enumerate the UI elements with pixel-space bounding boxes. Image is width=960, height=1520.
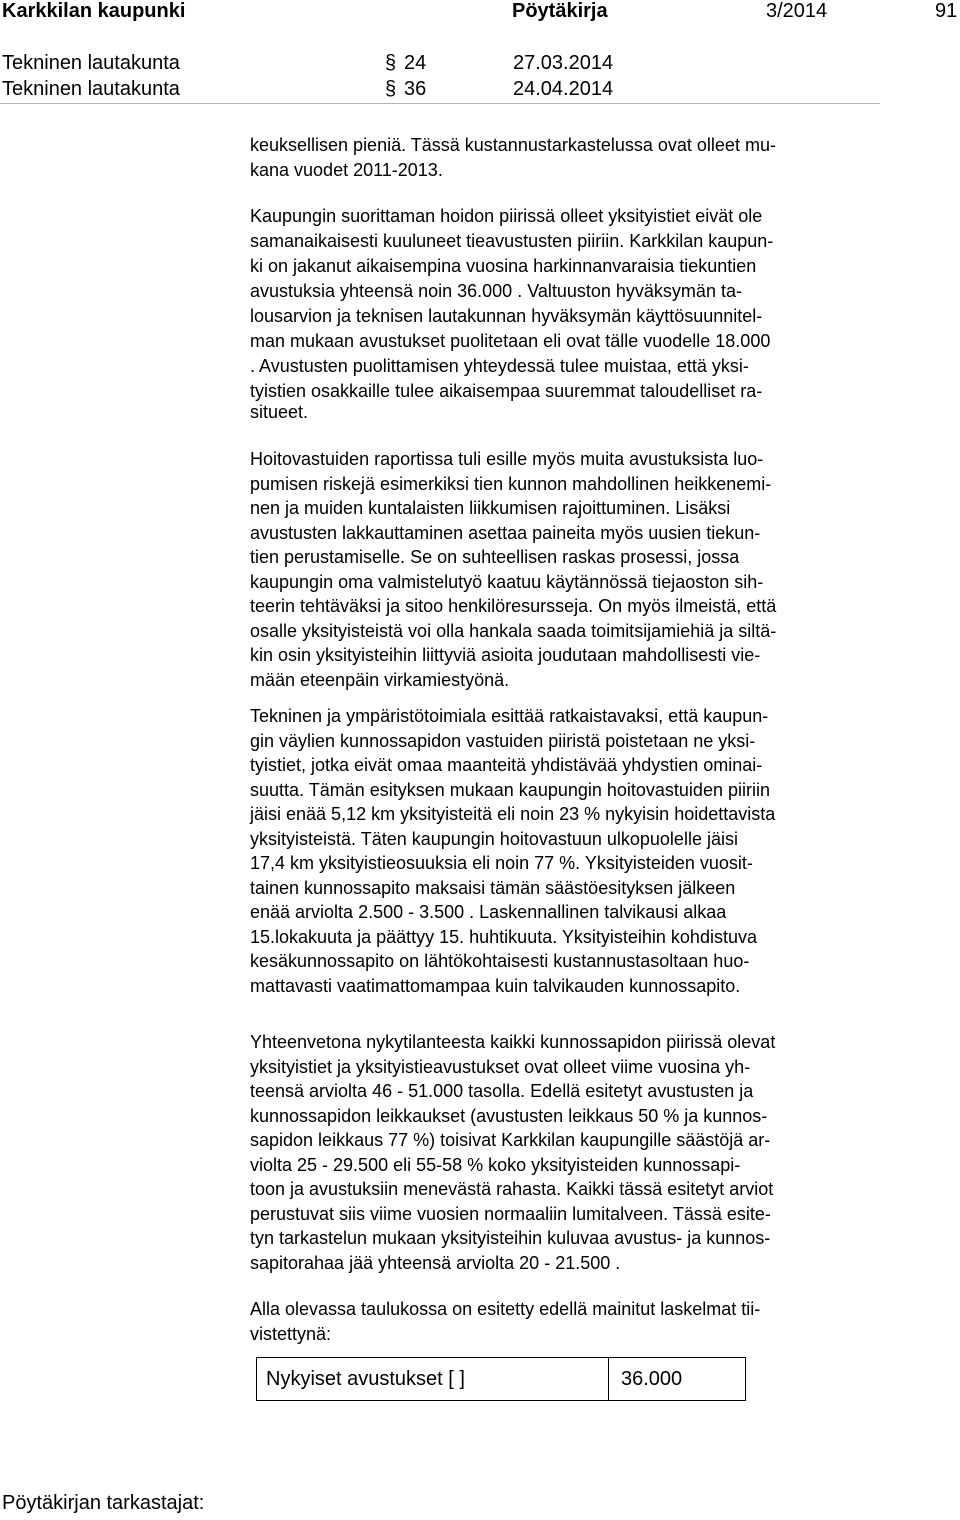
text-line: situeet. (250, 402, 309, 422)
text-line: keuksellisen pieniä. Tässä kustannustarkastelussa ovat olleet mu- (250, 135, 776, 155)
meeting-board: Tekninen lautakunta (2, 52, 180, 74)
text-line: Yhteenvetona nykytilanteesta kaikki kunnossapidon piirissä olevat (250, 1032, 776, 1052)
summary-table (256, 1357, 746, 1401)
text-line: nen ja muiden kuntalaisten liikkumisen rajoittuminen. Lisäksi (250, 498, 731, 518)
table-cell-label: Nykyiset avustukset [ ] (266, 1368, 465, 1390)
text-line: lousarvion ja teknisen lautakunnan hyväksymän käyttösuunnitel- (250, 306, 763, 326)
text-line: mattavasti vaatimattomampaa kuin talvikauden kunnossapito. (250, 976, 741, 996)
text-line: Kaupungin suorittaman hoidon piirissä olleet yksityistiet eivät ole (250, 206, 763, 226)
text-line: Tekninen ja ympäristötoimiala esittää ratkaistavaksi, että kaupun- (250, 706, 769, 726)
text-line: jäisi enää 5,12 km yksityisteitä eli noin 23 % nykyisin hoidettavista (250, 804, 776, 824)
text-line: tien perustamiselle. Se on suhteellisen raskas prosessi, jossa (250, 547, 740, 567)
document-header (0, 0, 960, 105)
meeting-section: 36 (404, 78, 427, 100)
text-line: man mukaan avustukset puolitetaan eli ovat tälle vuodelle 18.000 (250, 331, 771, 351)
text-line: enää arviolta 2.500 - 3.500 . Laskennallinen talvikausi alkaa (250, 902, 727, 922)
document-type: Pöytäkirja (512, 0, 608, 22)
reviewers-label: Pöytäkirjan tarkastajat: (2, 1492, 205, 1514)
text-line: tyistiet, jotka eivät omaa maanteitä yhdistävää yhdystien ominai- (250, 755, 763, 775)
text-line: avustuksia yhteensä noin 36.000 . Valtuuston hyväksymän ta- (250, 281, 742, 301)
text-line: teerin tehtäväksi ja sitoo henkilöresursseja. On myös ilmeistä, että (250, 596, 777, 616)
meeting-date: 27.03.2014 (513, 52, 614, 74)
text-line: violta 25 - 29.500 eli 55-58 % koko yksityisteiden kunnossapi- (250, 1155, 741, 1175)
text-line: tainen kunnossapito maksaisi tämän säästöesityksen jälkeen (250, 878, 736, 898)
text-line: teensä arviolta 46 - 51.000 tasolla. Edellä esitetyt avustusten ja (250, 1081, 754, 1101)
text-line: sapitorahaa jää yhteensä arviolta 20 - 21.500 . (250, 1253, 621, 1273)
text-line: kin osin yksityisteihin liittyviä asioita joudutaan mahdollisesti vie- (250, 645, 761, 665)
table-column-divider (608, 1358, 609, 1400)
text-line: gin väylien kunnossapidon vastuiden piiristä poistetaan ne yksi- (250, 731, 756, 751)
text-line: Hoitovastuiden raportissa tuli esille myös muita avustuksista luo- (250, 449, 764, 469)
table-cell-value: 36.000 (621, 1368, 683, 1390)
section-icon: § (385, 52, 397, 74)
text-line: . Avustusten puolittamisen yhteydessä tulee muistaa, että yksi- (250, 356, 749, 376)
city-name: Karkkilan kaupunki (2, 0, 186, 22)
text-line: kesäkunnossapito on lähtökohtaisesti kustannustasoltaan huo- (250, 951, 750, 971)
text-line: 15.lokakuuta ja päättyy 15. huhtikuuta. Yksityisteihin kohdistuva (250, 927, 757, 947)
text-line: kana vuodet 2011-2013. (250, 160, 443, 180)
meeting-board: Tekninen lautakunta (2, 78, 180, 100)
text-line: kunnossapidon leikkaukset (avustusten leikkaus 50 % ja kunnos- (250, 1106, 768, 1126)
meeting-date: 24.04.2014 (513, 78, 614, 100)
text-line: suutta. Tämän esityksen mukaan kaupungin hoitovastuiden piiriin (250, 780, 770, 800)
issue-number: 3/2014 (766, 0, 828, 22)
text-line: samanaikaisesti kuuluneet tieavustusten piiriin. Karkkilan kaupun- (250, 231, 774, 251)
text-line: sapidon leikkaus 77 %) toisivat Karkkilan kaupungille säästöjä ar- (250, 1130, 771, 1150)
text-line: avustusten lakkauttaminen asettaa paineita myös uusien tiekun- (250, 523, 761, 543)
text-line: toon ja avustuksiin menevästä rahasta. Kaikki tässä esitetyt arviot (250, 1179, 774, 1199)
text-line: vistettynä: (250, 1324, 332, 1344)
text-line: osalle yksityisteistä voi olla hankala saada toimitsijamiehiä ja siltä- (250, 621, 777, 641)
text-line: perustuvat siis viime vuosien normaaliin lumitalveen. Tässä esite- (250, 1204, 771, 1224)
text-line: yksityistiet ja yksityistieavustukset ovat olleet viime vuosina yh- (250, 1057, 751, 1077)
text-line: Alla olevassa taulukossa on esitetty edellä mainitut laskelmat tii- (250, 1299, 761, 1319)
text-line: mään eteenpäin virkamiestyönä. (250, 670, 510, 690)
text-line: pumisen riskejä esimerkiksi tien kunnon mahdollinen heikkenemi- (250, 474, 772, 494)
text-line: kaupungin oma valmistelutyö kaatuu käytännössä tiejaoston sih- (250, 572, 764, 592)
text-line: ki on jakanut aikaisempina vuosina harkinnanvaraisia tiekuntien (250, 256, 757, 276)
text-line: yksityisteistä. Täten kaupungin hoitovastuun ulkopuolelle jäisi (250, 829, 738, 849)
text-line: 17,4 km yksityistieosuuksia eli noin 77 %. Yksityisteiden vuosit- (250, 853, 753, 873)
section-icon: § (385, 78, 397, 100)
meeting-section: 24 (404, 52, 427, 74)
text-line: tyn tarkastelun mukaan yksityisteihin kuluvaa avustus- ja kunnos- (250, 1228, 771, 1248)
header-divider (0, 103, 880, 104)
text-line: tyistien osakkaille tulee aikaisempaa suuremmat taloudelliset ra- (250, 381, 763, 401)
page-number: 91 (935, 0, 958, 22)
